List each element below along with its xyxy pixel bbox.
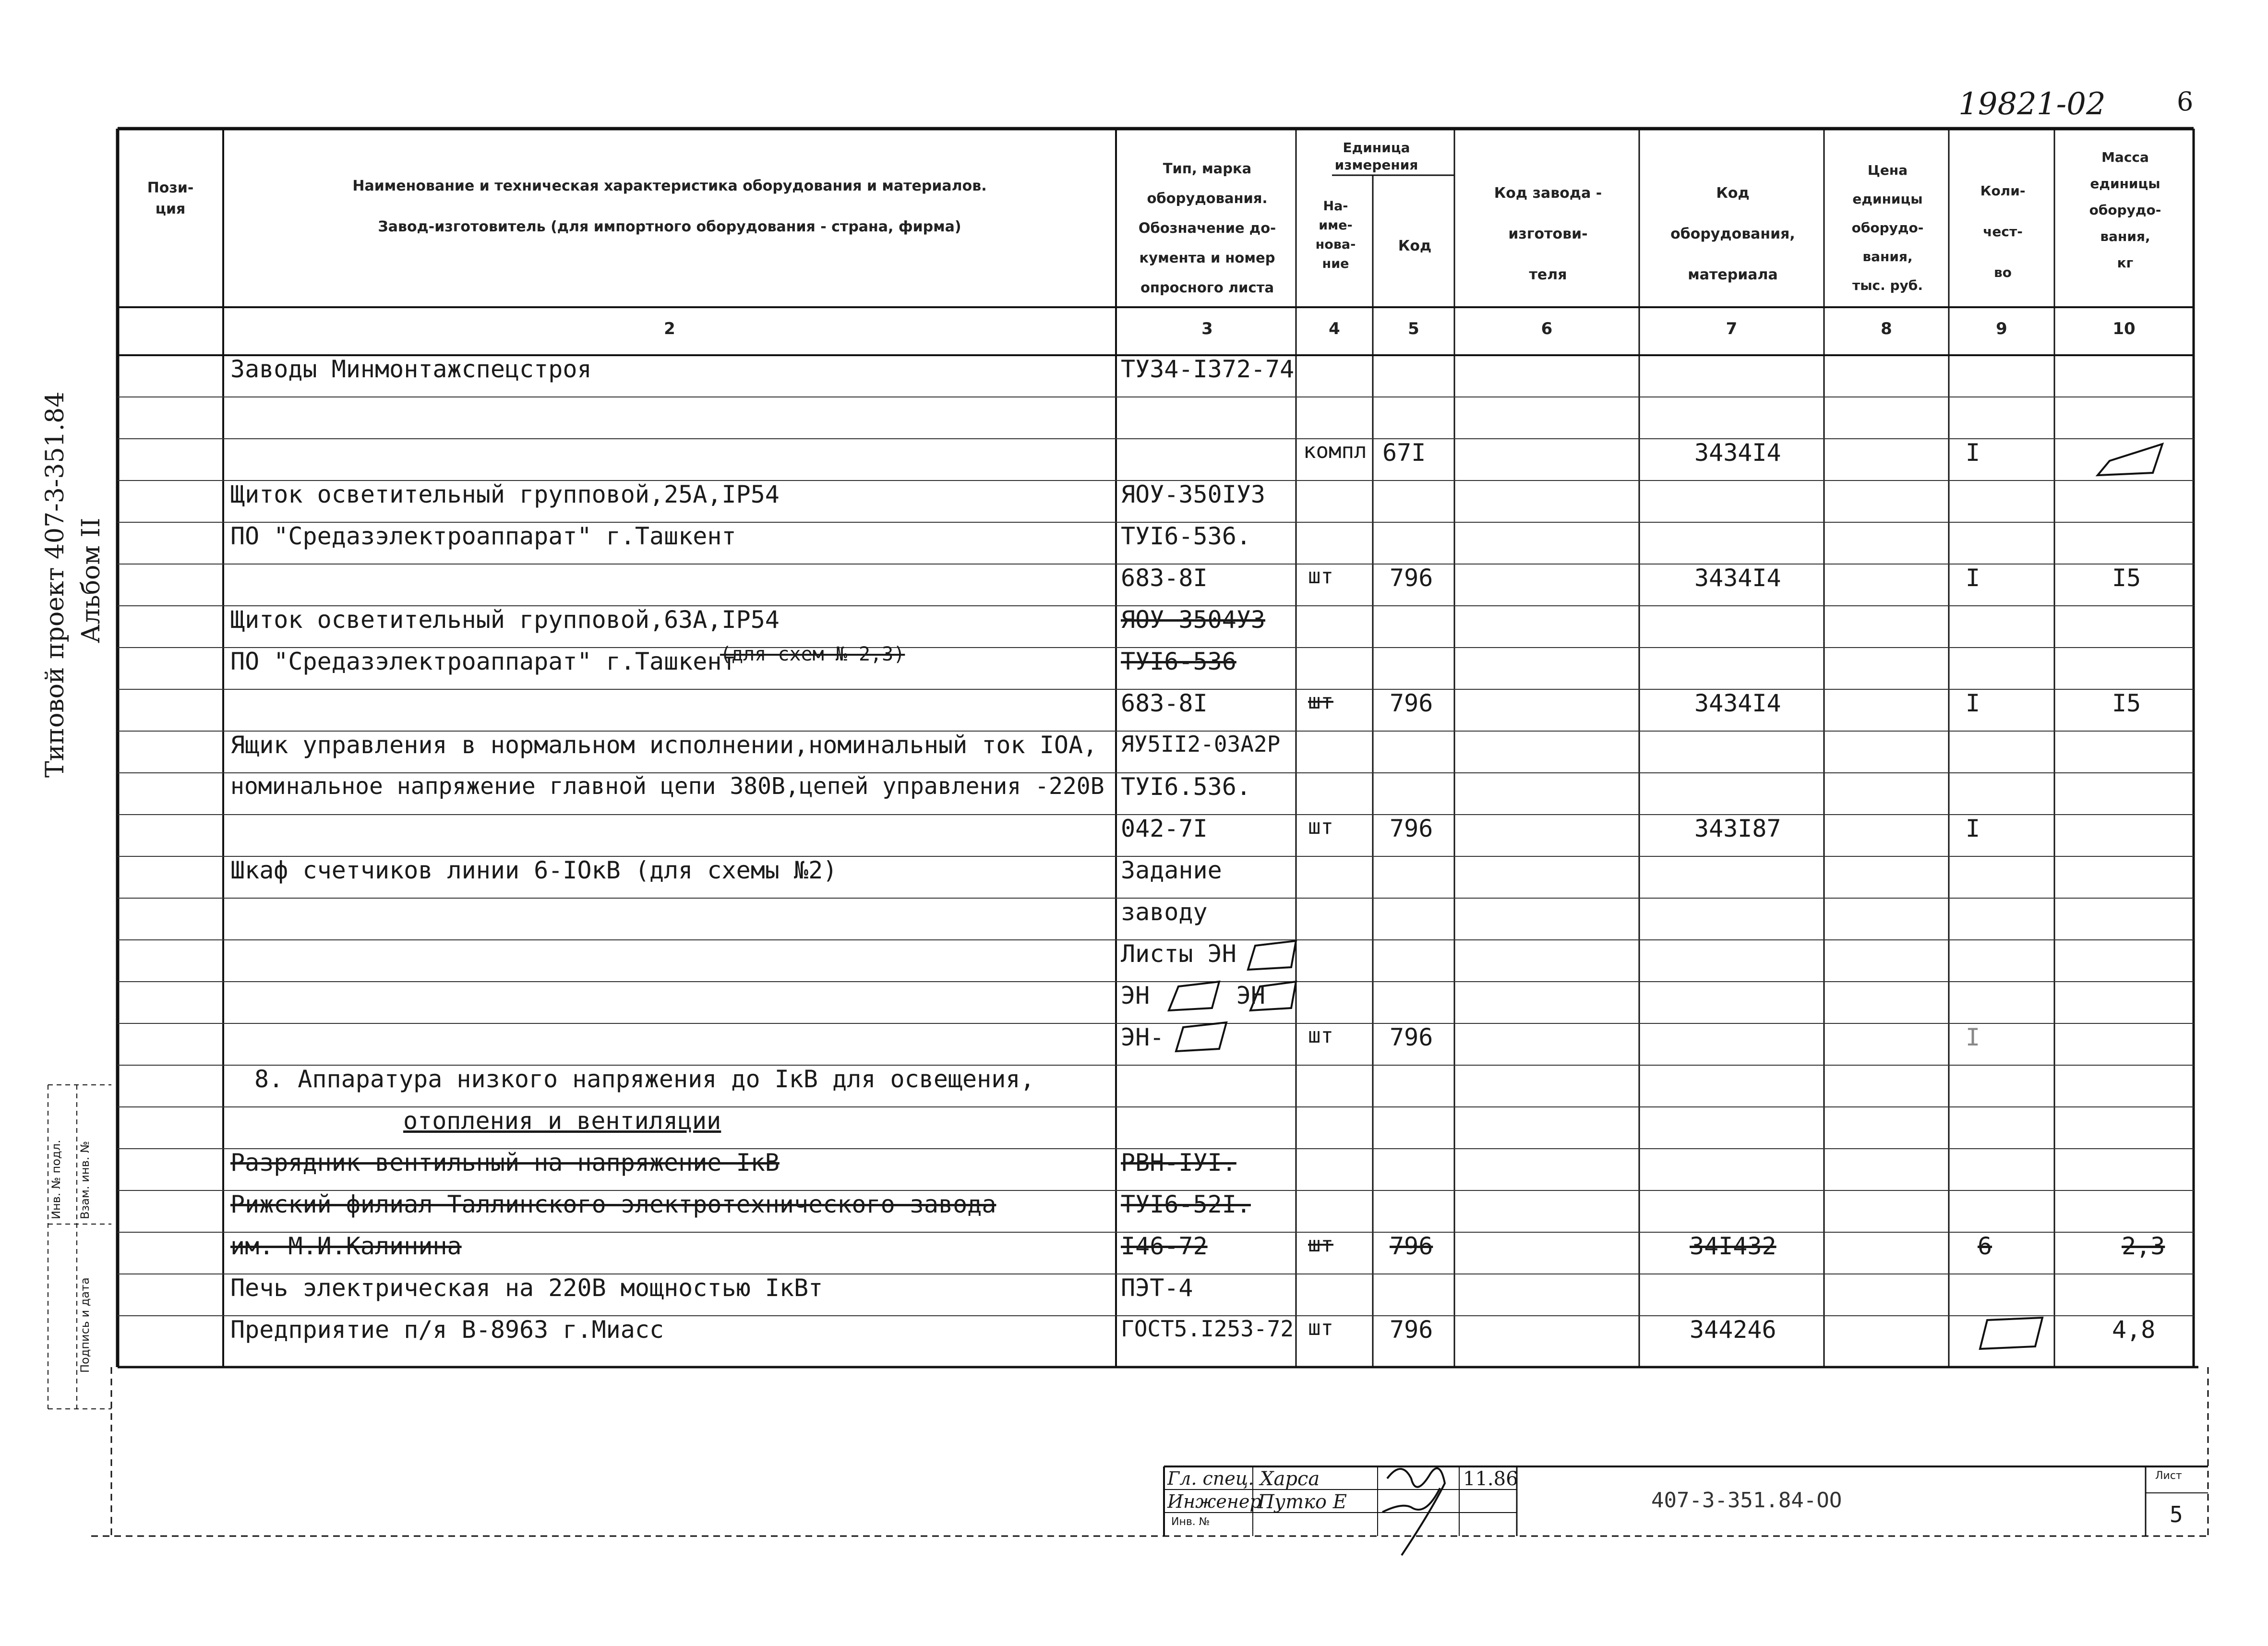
row-type: ТУI6.536. <box>1121 773 1251 801</box>
row-name: Печь электрическая на 220В мощностью IкВт <box>230 1274 823 1302</box>
row-mass: I5 <box>2112 564 2141 592</box>
row-equipment-code: 344246 <box>1690 1316 1776 1344</box>
section-heading: 8. Аппаратура низкого напряжения до IкВ для освещения, <box>254 1065 1035 1093</box>
row-unit-code: 796 <box>1390 564 1433 592</box>
colnum-10: 10 <box>2112 319 2136 338</box>
header-maker-code: Код завода - изготови- теля <box>1494 185 1602 283</box>
row-unit: шт <box>1308 1023 1333 1048</box>
row-type: ТУI6-52I. <box>1121 1190 1251 1218</box>
row-type: ЯОУ 3504УЗ <box>1121 606 1266 634</box>
signature-marks <box>1382 1468 1445 1555</box>
row-name: им. М.И.Калинина <box>230 1232 462 1260</box>
row-equipment-code: 34I432 <box>1690 1232 1776 1260</box>
colnum-8: 8 <box>1881 319 1892 338</box>
colnum-2: 2 <box>664 319 675 338</box>
row-name: Щиток осветительный групповой,63А,IP54 <box>230 606 780 634</box>
row-type: ПЭТ-4 <box>1121 1274 1193 1302</box>
row-name: ПО "Средазэлектроаппарат" г.Ташкент <box>230 522 736 550</box>
row-type: Листы ЭН <box>1121 940 1236 968</box>
colnum-7: 7 <box>1726 319 1738 338</box>
row-quantity: I <box>1966 815 1980 842</box>
row-name: Шкаф счетчиков линии 6-IOкВ (для схемы №2) <box>230 856 838 884</box>
row-type: 683-8I <box>1121 564 1208 592</box>
side-album-label: Альбом II <box>77 517 106 643</box>
row-type: заводу <box>1121 898 1208 926</box>
row-quantity: 6 <box>1978 1232 1992 1260</box>
row-unit-code: 67I <box>1382 439 1426 467</box>
row-unit: шт <box>1308 689 1333 714</box>
header-unit-code: Код <box>1398 238 1432 254</box>
row-quantity: I <box>1966 689 1980 717</box>
header-position: Пози- ция <box>147 180 194 217</box>
row-quantity: I <box>1966 439 1980 467</box>
row-equipment-code: 3434I4 <box>1694 689 1781 717</box>
row-name: Предприятие п/я В-8963 г.Миасс <box>230 1316 664 1344</box>
row-quantity: I <box>1966 1023 1980 1051</box>
row-type: ЯУ5II2-03А2Р <box>1121 731 1281 757</box>
row-name: номинальное напряжение главной цепи 380В,цепей управления -220В <box>230 773 1104 800</box>
stamp-date: 11.86 <box>1463 1468 1518 1490</box>
row-mass: 2,3 <box>2122 1232 2165 1260</box>
colnum-6: 6 <box>1541 319 1553 338</box>
stamp-role: Инв. № <box>1171 1516 1210 1528</box>
colnum-3: 3 <box>1201 319 1213 338</box>
row-type: ЯОУ-350IУЗ <box>1121 481 1266 508</box>
row-mass: I5 <box>2112 689 2141 717</box>
row-type: ЭН- <box>1121 1023 1164 1051</box>
row-name: Щиток осветительный групповой,25А,IP54 <box>230 481 780 508</box>
header-quantity: Коли- чест- во <box>1980 183 2026 280</box>
stamp-sheet-number: 5 <box>2170 1502 2183 1527</box>
header-equipment-code: Код оборудования, материала <box>1670 185 1795 283</box>
stamp-name: Путко Е <box>1258 1491 1347 1513</box>
row-equipment-code: 3434I4 <box>1694 564 1781 592</box>
page-number: 6 <box>2177 86 2194 117</box>
header-type: Тип, марка оборудования. Обозначение до- кумента и номер опросного листа <box>1138 160 1276 296</box>
header-name-line2: Завод-изготовитель (для импортного оборудования - страна, фирма) <box>378 218 961 235</box>
row-type: ТУI6-536. <box>1121 522 1251 550</box>
row-unit-code: 796 <box>1390 1232 1433 1260</box>
sheet-code: 19821-02 <box>1958 86 2106 122</box>
row-type: ТУ34-I372-74 <box>1121 355 1295 383</box>
row-type: Задание <box>1121 856 1222 884</box>
header-unit-group: Единица измерения <box>1334 140 1418 173</box>
stamp-role: Гл. спец. <box>1167 1468 1254 1489</box>
side-stamp-cell: Подпись и дата <box>78 1277 92 1373</box>
header-name-line1: Наименование и техническая характеристика оборудования и материалов. <box>352 178 987 194</box>
row-unit: компл <box>1303 439 1367 463</box>
row-type: I46-72 <box>1121 1232 1208 1260</box>
row-unit: шт <box>1308 815 1333 839</box>
row-type: 683-8I <box>1121 689 1208 717</box>
row-type: РВН-IУI. <box>1121 1149 1236 1177</box>
row-mass: 4,8 <box>2112 1316 2156 1344</box>
row-name: Заводы Минмонтажспецстроя <box>230 355 592 383</box>
row-type: ТУI6-536 <box>1121 648 1236 675</box>
header-price: Цена единицы оборудо- вания, тыс. руб. <box>1851 162 1924 293</box>
side-stamp-cell: Инв. № подл. <box>49 1140 63 1219</box>
colnum-5: 5 <box>1408 319 1419 338</box>
row-unit-code: 796 <box>1390 1316 1433 1344</box>
stamp-doc-code: 407-3-351.84-ОО <box>1651 1488 1842 1513</box>
row-unit-code: 796 <box>1390 689 1433 717</box>
row-unit-code: 796 <box>1390 815 1433 842</box>
row-equipment-code: 343I87 <box>1694 815 1781 842</box>
header-unit-name: На- име- нова- ние <box>1315 199 1356 271</box>
colnum-4: 4 <box>1329 319 1340 338</box>
side-project-label: Типовой проект 407-3-351.84 <box>41 391 70 778</box>
row-name: Разрядник вентильный на напряжение IкВ <box>230 1149 780 1177</box>
row-type: ЭН ЭН <box>1121 982 1266 1009</box>
row-equipment-code: 3434I4 <box>1694 439 1781 467</box>
row-unit: шт <box>1308 1232 1333 1257</box>
section-heading-cont: отопления и вентиляции <box>403 1107 721 1135</box>
stamp-sheet-label: Лист <box>2155 1470 2182 1482</box>
row-unit-code: 796 <box>1390 1023 1433 1051</box>
row-unit: шт <box>1308 1316 1333 1340</box>
colnum-9: 9 <box>1996 319 2007 338</box>
row-name: Ящик управления в нормальном исполнении,номинальный ток IOA, <box>230 731 1098 759</box>
row-type: 042-7I <box>1121 815 1208 842</box>
row-unit: шт <box>1308 564 1333 589</box>
side-stamp-cell: Взам. инв. № <box>78 1141 92 1219</box>
row-note: (для схем № 2,3) <box>720 643 905 665</box>
header-mass: Масса единицы оборудо- вания, кг <box>2089 149 2161 271</box>
stamp-name: Харса <box>1260 1468 1320 1490</box>
row-type: ГОСТ5.I253-72 <box>1121 1316 1294 1342</box>
row-name: ПО "Средазэлектроаппарат" г.Ташкент <box>230 648 736 675</box>
row-quantity: I <box>1966 564 1980 592</box>
row-name: Рижский филиал Таллинского электротехнического завода <box>230 1190 996 1218</box>
stamp-role: Инженер <box>1167 1491 1261 1512</box>
